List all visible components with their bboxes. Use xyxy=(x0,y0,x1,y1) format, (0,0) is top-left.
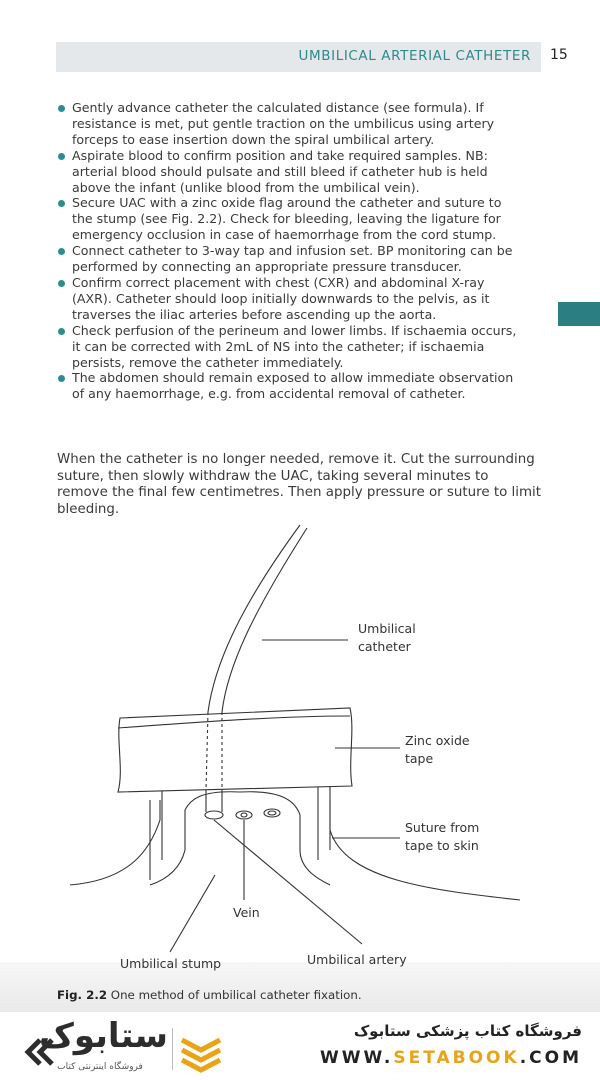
umbilical-vein-opening xyxy=(236,811,252,819)
figure-number: Fig. 2.2 xyxy=(57,988,108,1002)
umbilical-artery-opening xyxy=(205,811,223,819)
store-url[interactable]: WWW.SETABOOK.COM xyxy=(320,1048,582,1068)
logo-wordmark: ستابوک xyxy=(39,1016,168,1056)
list-item: Confirm correct placement with chest (CXR) and abdominal X-ray (AXR). Catheter should loop initially downwards to the pelvis, as it traverses the iliac arteries before ascending up the aorta. xyxy=(56,275,526,323)
procedure-steps-list xyxy=(56,100,526,402)
umbilical-stump-outline xyxy=(150,810,185,885)
list-item: Aspirate blood to confirm position and take required samples. NB: arterial blood should pulsate and still bleed if catheter hub is held above the infant (unlike blood from the umbilical vein). xyxy=(56,148,526,196)
chapter-title: UMBILICAL ARTERIAL CATHETER xyxy=(298,48,531,64)
bullet-icon xyxy=(58,375,65,382)
label-vein: Vein xyxy=(233,905,260,920)
book-stack-icon xyxy=(178,1030,224,1076)
label-umbilical-catheter-2: catheter xyxy=(358,639,411,654)
skin-surface-line xyxy=(70,800,160,885)
label-umbilical-catheter-1: Umbilical xyxy=(358,621,416,636)
label-umbilical-stump: Umbilical stump xyxy=(120,956,222,971)
list-item: Secure UAC with a zinc oxide flag around the catheter and suture to the stump (see Fig. 2.2). Check for bleeding, leaving the ligature for emergency occlusion in case of haemorrhage from the cord stump. xyxy=(56,195,526,243)
figure-caption xyxy=(57,988,362,1002)
umbilical-artery-opening xyxy=(264,809,280,817)
logo-subtext: فروشگاه اینترنتی کتاب xyxy=(57,1062,143,1072)
umbilical-stump-outline xyxy=(185,792,330,885)
chapter-thumb-tab xyxy=(558,302,600,326)
bullet-icon xyxy=(58,105,65,112)
label-suture-1: Suture from xyxy=(405,820,480,835)
list-item: Gently advance catheter the calculated distance (see formula). If resistance is met, put gentle traction on the umbilicus using artery forceps to ease insertion down the spiral umbilical artery. xyxy=(56,100,526,148)
bullet-icon xyxy=(58,248,65,255)
label-suture-2: tape to skin xyxy=(405,838,479,853)
page-number: 15 xyxy=(550,47,568,63)
removal-paragraph: When the catheter is no longer needed, remove it. Cut the surrounding suture, then slowly withdraw the UAC, taking several minutes to remove the final few centimetres. Then apply pressure or suture to limit bleeding. xyxy=(57,452,541,517)
bullet-icon xyxy=(58,153,65,160)
bullet-icon xyxy=(58,200,65,207)
leader-line-artery xyxy=(214,820,362,944)
label-umbilical-artery: Umbilical artery xyxy=(307,952,407,967)
bullet-icon xyxy=(58,328,65,335)
footer-divider xyxy=(172,1028,173,1070)
catheter-fixation-diagram xyxy=(0,520,600,980)
store-name: فروشگاه کتاب پزشکی ستابوک xyxy=(353,1022,582,1040)
list-item: Check perfusion of the perineum and lower limbs. If ischaemia occurs, it can be corrected with 2mL of NS into the catheter; if ischaemia persists, remove the catheter immediately. xyxy=(56,323,526,371)
label-zinc-oxide-tape-2: tape xyxy=(405,751,434,766)
list-item: Connect catheter to 3-way tap and infusion set. BP monitoring can be performed by connecting an appropriate pressure transducer. xyxy=(56,243,526,275)
catheter-tube xyxy=(222,528,307,712)
leader-line-stump xyxy=(170,875,215,952)
umbilical-artery-opening xyxy=(268,811,276,815)
running-header xyxy=(56,42,541,72)
zinc-oxide-tape xyxy=(118,708,352,792)
label-zinc-oxide-tape-1: Zinc oxide xyxy=(405,733,470,748)
umbilical-vein-opening xyxy=(241,813,247,817)
bullet-icon xyxy=(58,280,65,287)
figure-caption-text: One method of umbilical catheter fixation. xyxy=(110,988,362,1002)
list-item: The abdomen should remain exposed to allow immediate observation of any haemorrhage, e.g. from accidental removal of catheter. xyxy=(56,370,526,402)
